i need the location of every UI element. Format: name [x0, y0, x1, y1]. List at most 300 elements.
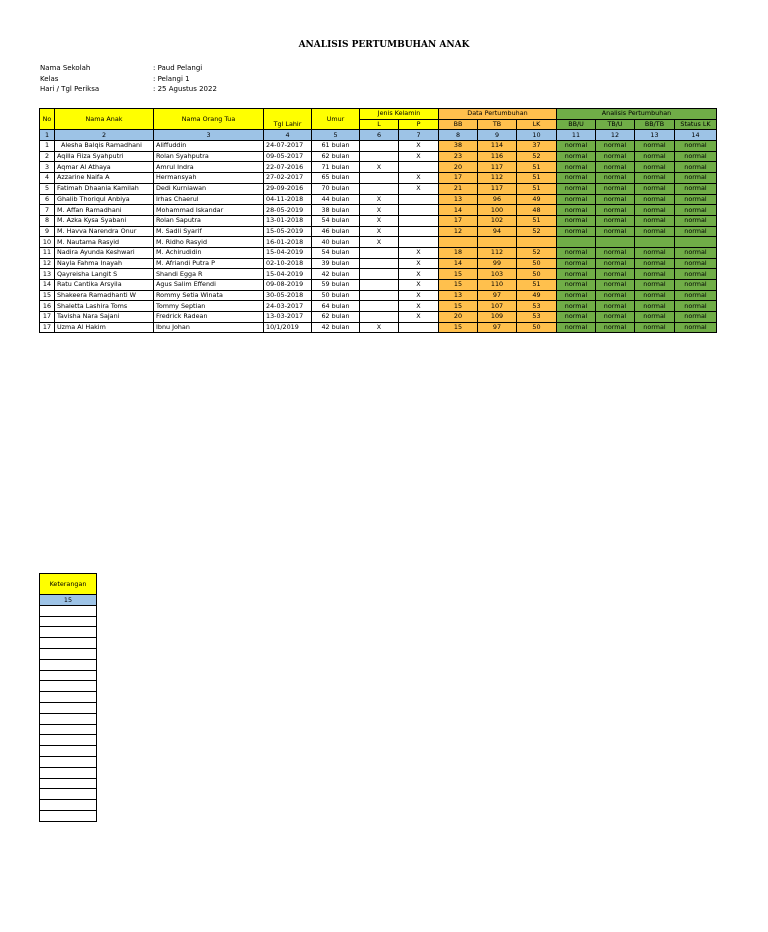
keterangan-blank-cell: [40, 767, 97, 778]
gender-l-cell: X: [360, 226, 399, 237]
header-nama-anak: Nama Anak: [55, 109, 154, 130]
keterangan-blank-row: [40, 746, 97, 757]
birth-date-cell: 09-08-2019: [264, 280, 312, 291]
gender-l-cell: [360, 290, 399, 301]
status-tbu-cell: normal: [596, 301, 635, 312]
parent-name-cell: Aliffuddin: [154, 141, 264, 152]
gender-p-cell: X: [399, 301, 439, 312]
status-bbu-cell: normal: [557, 247, 596, 258]
gender-p-cell: [399, 237, 439, 248]
status-bbu-cell: normal: [557, 173, 596, 184]
status-bbtb-cell: normal: [635, 226, 675, 237]
keterangan-blank-cell: [40, 681, 97, 692]
keterangan-blank-cell: [40, 692, 97, 703]
gender-p-cell: X: [399, 141, 439, 152]
keterangan-blank-row: [40, 659, 97, 670]
weight-bb-cell: [439, 237, 478, 248]
keterangan-blank-row: [40, 616, 97, 627]
height-tb-cell: 97: [478, 290, 517, 301]
gender-l-cell: [360, 269, 399, 280]
status-tbu-cell: normal: [596, 151, 635, 162]
status-bbu-cell: [557, 237, 596, 248]
keterangan-blank-cell: [40, 756, 97, 767]
table-row: [40, 280, 717, 291]
parent-name-cell: Fredrick Radean: [154, 312, 264, 323]
birth-date-cell: 27-02-2017: [264, 173, 312, 184]
keterangan-blank-cell: [40, 638, 97, 649]
gender-p-cell: [399, 205, 439, 216]
head-lk-cell: 52: [517, 226, 557, 237]
status-tbu-cell: [596, 237, 635, 248]
gender-l-cell: [360, 312, 399, 323]
status-bbu-cell: normal: [557, 269, 596, 280]
keterangan-blank-row: [40, 648, 97, 659]
weight-bb-cell: 13: [439, 194, 478, 205]
height-tb-cell: 99: [478, 258, 517, 269]
status-bbu-cell: normal: [557, 301, 596, 312]
status-lk-cell: normal: [675, 173, 717, 184]
height-tb-cell: 103: [478, 269, 517, 280]
status-lk-cell: normal: [675, 141, 717, 152]
gender-l-cell: [360, 183, 399, 194]
gender-p-cell: X: [399, 290, 439, 301]
age-cell: 54 bulan: [312, 215, 360, 226]
column-number-cell: 9: [478, 130, 517, 141]
table-row: [40, 141, 717, 152]
head-lk-cell: 50: [517, 322, 557, 333]
header-umur: Umur: [312, 109, 360, 130]
weight-bb-cell: 18: [439, 247, 478, 258]
child-name-cell: Ghalib Thoriqul Anbiya: [55, 194, 154, 205]
keterangan-blank-row: [40, 724, 97, 735]
parent-name-cell: M. Sadli Syarif: [154, 226, 264, 237]
status-lk-cell: normal: [675, 312, 717, 323]
height-tb-cell: 112: [478, 247, 517, 258]
column-number-cell: 4: [264, 130, 312, 141]
child-name-cell: Tavisha Nara Sajani: [55, 312, 154, 323]
info-label: Kelas: [40, 74, 59, 83]
height-tb-cell: [478, 237, 517, 248]
age-cell: 61 bulan: [312, 141, 360, 152]
keterangan-blank-cell: [40, 670, 97, 681]
table-row: [40, 194, 717, 205]
keterangan-label: Keterangan: [40, 574, 97, 595]
keterangan-blank-cell: [40, 702, 97, 713]
status-tbu-cell: normal: [596, 173, 635, 184]
age-cell: 39 bulan: [312, 258, 360, 269]
table-row: [40, 205, 717, 216]
column-number-cell: 1: [40, 130, 55, 141]
child-name-cell: Shaletta Lashira Toms: [55, 301, 154, 312]
weight-bb-cell: 14: [439, 258, 478, 269]
keterangan-blank-row: [40, 627, 97, 638]
status-lk-cell: normal: [675, 162, 717, 173]
head-lk-cell: 50: [517, 258, 557, 269]
keterangan-blank-cell: [40, 789, 97, 800]
birth-date-cell: 04-11-2018: [264, 194, 312, 205]
status-tbu-cell: normal: [596, 226, 635, 237]
weight-bb-cell: 23: [439, 151, 478, 162]
status-tbu-cell: normal: [596, 205, 635, 216]
birth-date-cell: 22-07-2016: [264, 162, 312, 173]
status-bbtb-cell: normal: [635, 247, 675, 258]
status-bbtb-cell: normal: [635, 183, 675, 194]
status-bbu-cell: normal: [557, 226, 596, 237]
weight-bb-cell: 13: [439, 290, 478, 301]
child-name-cell: Aqilla Fiiza Syahputri: [55, 151, 154, 162]
status-bbtb-cell: normal: [635, 269, 675, 280]
birth-date-cell: 02-10-2018: [264, 258, 312, 269]
height-tb-cell: 116: [478, 151, 517, 162]
status-bbu-cell: normal: [557, 280, 596, 291]
height-tb-cell: 97: [478, 322, 517, 333]
head-lk-cell: 52: [517, 247, 557, 258]
column-number-cell: 3: [154, 130, 264, 141]
gender-l-cell: X: [360, 205, 399, 216]
parent-name-cell: Hermansyah: [154, 173, 264, 184]
height-tb-cell: 110: [478, 280, 517, 291]
row-no-cell: 7: [40, 205, 55, 216]
status-lk-cell: normal: [675, 183, 717, 194]
status-tbu-cell: normal: [596, 312, 635, 323]
gender-l-cell: [360, 247, 399, 258]
row-no-cell: 9: [40, 226, 55, 237]
child-name-cell: Fatimah Dhaania Kamilah: [55, 183, 154, 194]
status-bbu-cell: normal: [557, 183, 596, 194]
keterangan-blank-cell: [40, 616, 97, 627]
column-number-cell: 13: [635, 130, 675, 141]
age-cell: 38 bulan: [312, 205, 360, 216]
head-lk-cell: 53: [517, 301, 557, 312]
parent-name-cell: Rolan Saputra: [154, 215, 264, 226]
weight-bb-cell: 20: [439, 162, 478, 173]
keterangan-table: [39, 573, 97, 822]
table-row: [40, 151, 717, 162]
table-row: [40, 312, 717, 323]
row-no-cell: 17: [40, 312, 55, 323]
head-lk-cell: 51: [517, 280, 557, 291]
status-lk-cell: [675, 237, 717, 248]
height-tb-cell: 117: [478, 183, 517, 194]
table-row: [40, 269, 717, 280]
age-cell: 44 bulan: [312, 194, 360, 205]
keterangan-blank-row: [40, 767, 97, 778]
table-row: [40, 226, 717, 237]
header-analisis: Analisis Pertumbuhan: [557, 109, 717, 120]
keterangan-header-row: [40, 574, 97, 595]
status-tbu-cell: normal: [596, 194, 635, 205]
gender-p-cell: X: [399, 269, 439, 280]
height-tb-cell: 102: [478, 215, 517, 226]
row-no-cell: 10: [40, 237, 55, 248]
gender-p-cell: X: [399, 312, 439, 323]
row-no-cell: 17: [40, 322, 55, 333]
column-number-cell: 6: [360, 130, 399, 141]
table-row: [40, 290, 717, 301]
gender-p-cell: X: [399, 173, 439, 184]
child-name-cell: Qayreisha Langit S: [55, 269, 154, 280]
keterangan-blank-row: [40, 670, 97, 681]
column-number-cell: 12: [596, 130, 635, 141]
weight-bb-cell: 12: [439, 226, 478, 237]
parent-name-cell: M. Ridho Rasyid: [154, 237, 264, 248]
gender-p-cell: X: [399, 258, 439, 269]
row-no-cell: 6: [40, 194, 55, 205]
height-tb-cell: 109: [478, 312, 517, 323]
birth-date-cell: 15-04-2019: [264, 247, 312, 258]
status-bbu-cell: normal: [557, 205, 596, 216]
status-bbu-cell: normal: [557, 312, 596, 323]
header-bb: BB: [439, 119, 478, 130]
age-cell: 71 bulan: [312, 162, 360, 173]
child-name-cell: Ratu Cantika Arsyila: [55, 280, 154, 291]
header-tb: TB: [478, 119, 517, 130]
head-lk-cell: 51: [517, 162, 557, 173]
keterangan-blank-cell: [40, 648, 97, 659]
head-lk-cell: 48: [517, 205, 557, 216]
child-name-cell: Alesha Balqis Ramadhani: [55, 141, 154, 152]
keterangan-blank-cell: [40, 746, 97, 757]
gender-l-cell: [360, 141, 399, 152]
parent-name-cell: M. Afriandi Putra P: [154, 258, 264, 269]
parent-name-cell: Dedi Kurniawan: [154, 183, 264, 194]
status-lk-cell: normal: [675, 226, 717, 237]
keterangan-blank-row: [40, 638, 97, 649]
head-lk-cell: 49: [517, 290, 557, 301]
head-lk-cell: 52: [517, 151, 557, 162]
age-cell: 65 bulan: [312, 173, 360, 184]
parent-name-cell: M. Achirudidin: [154, 247, 264, 258]
age-cell: 46 bulan: [312, 226, 360, 237]
header-bbu: BB/U: [557, 119, 596, 130]
parent-name-cell: Shandi Egga R: [154, 269, 264, 280]
child-name-cell: Nadira Ayunda Keshwari: [55, 247, 154, 258]
weight-bb-cell: 14: [439, 205, 478, 216]
gender-l-cell: [360, 301, 399, 312]
table-row: [40, 237, 717, 248]
age-cell: 62 bulan: [312, 312, 360, 323]
table-row: [40, 215, 717, 226]
status-tbu-cell: normal: [596, 269, 635, 280]
child-name-cell: M. Havva Narendra Onur: [55, 226, 154, 237]
gender-l-cell: X: [360, 215, 399, 226]
height-tb-cell: 107: [478, 301, 517, 312]
parent-name-cell: Rolan Syahputra: [154, 151, 264, 162]
keterangan-blank-cell: [40, 713, 97, 724]
head-lk-cell: 37: [517, 141, 557, 152]
age-cell: 62 bulan: [312, 151, 360, 162]
status-tbu-cell: normal: [596, 280, 635, 291]
info-value: : 25 Agustus 2022: [153, 85, 217, 93]
status-lk-cell: normal: [675, 280, 717, 291]
status-lk-cell: normal: [675, 269, 717, 280]
age-cell: 54 bulan: [312, 247, 360, 258]
birth-date-cell: 10/1/2019: [264, 322, 312, 333]
status-bbtb-cell: normal: [635, 141, 675, 152]
gender-l-cell: [360, 151, 399, 162]
status-tbu-cell: normal: [596, 258, 635, 269]
header-status-lk: Status LK: [675, 119, 717, 130]
info-value: : Pelangi 1: [153, 74, 190, 83]
weight-bb-cell: 38: [439, 141, 478, 152]
head-lk-cell: 51: [517, 183, 557, 194]
status-bbtb-cell: normal: [635, 215, 675, 226]
weight-bb-cell: 17: [439, 215, 478, 226]
column-number-cell: 7: [399, 130, 439, 141]
weight-bb-cell: 15: [439, 280, 478, 291]
table-row: [40, 301, 717, 312]
birth-date-cell: 30-05-2018: [264, 290, 312, 301]
status-bbtb-cell: normal: [635, 258, 675, 269]
birth-date-cell: 16-01-2018: [264, 237, 312, 248]
age-cell: 50 bulan: [312, 290, 360, 301]
keterangan-value: 15: [40, 595, 97, 606]
column-number-cell: 11: [557, 130, 596, 141]
gender-p-cell: X: [399, 183, 439, 194]
status-bbu-cell: normal: [557, 322, 596, 333]
header-p: P: [399, 119, 439, 130]
row-no-cell: 1: [40, 141, 55, 152]
status-bbu-cell: normal: [557, 151, 596, 162]
status-lk-cell: normal: [675, 205, 717, 216]
column-number-cell: 2: [55, 130, 154, 141]
head-lk-cell: 49: [517, 194, 557, 205]
child-name-cell: Aqmar Al Athaya: [55, 162, 154, 173]
status-bbu-cell: normal: [557, 194, 596, 205]
row-no-cell: 2: [40, 151, 55, 162]
status-bbtb-cell: normal: [635, 290, 675, 301]
row-no-cell: 13: [40, 269, 55, 280]
parent-name-cell: Ibnu Johan: [154, 322, 264, 333]
header-tbu: TB/U: [596, 119, 635, 130]
birth-date-cell: 24-07-2017: [264, 141, 312, 152]
child-name-cell: M. Affan Ramadhani: [55, 205, 154, 216]
status-lk-cell: normal: [675, 194, 717, 205]
status-lk-cell: normal: [675, 258, 717, 269]
page-title: ANALISIS PERTUMBUHAN ANAK: [298, 40, 470, 50]
keterangan-blank-cell: [40, 800, 97, 811]
gender-l-cell: [360, 280, 399, 291]
height-tb-cell: 100: [478, 205, 517, 216]
birth-date-cell: 13-01-2018: [264, 215, 312, 226]
birth-date-cell: 24-03-2017: [264, 301, 312, 312]
status-tbu-cell: normal: [596, 322, 635, 333]
keterangan-blank-cell: [40, 778, 97, 789]
row-no-cell: 15: [40, 290, 55, 301]
age-cell: 64 bulan: [312, 301, 360, 312]
column-number-cell: 8: [439, 130, 478, 141]
birth-date-cell: 29-09-2016: [264, 183, 312, 194]
status-tbu-cell: normal: [596, 141, 635, 152]
child-name-cell: Azzarine Naifa A: [55, 173, 154, 184]
status-bbtb-cell: normal: [635, 173, 675, 184]
gender-p-cell: X: [399, 247, 439, 258]
table-row: [40, 183, 717, 194]
keterangan-blank-row: [40, 605, 97, 616]
status-lk-cell: normal: [675, 247, 717, 258]
birth-date-cell: 09-05-2017: [264, 151, 312, 162]
info-label: Nama Sekolah: [40, 64, 91, 72]
status-bbtb-cell: normal: [635, 322, 675, 333]
head-lk-cell: 50: [517, 269, 557, 280]
row-no-cell: 5: [40, 183, 55, 194]
table-row: [40, 322, 717, 333]
age-cell: 42 bulan: [312, 269, 360, 280]
gender-l-cell: X: [360, 194, 399, 205]
table-row: [40, 258, 717, 269]
gender-p-cell: [399, 322, 439, 333]
child-name-cell: Shakeera Ramadhanti W: [55, 290, 154, 301]
child-name-cell: M. Azka Kysa Syabani: [55, 215, 154, 226]
row-no-cell: 16: [40, 301, 55, 312]
keterangan-blank-cell: [40, 810, 97, 821]
age-cell: 40 bulan: [312, 237, 360, 248]
gender-l-cell: X: [360, 237, 399, 248]
age-cell: 42 bulan: [312, 322, 360, 333]
table-body: [40, 141, 717, 333]
column-number-cell: 10: [517, 130, 557, 141]
keterangan-blank-row: [40, 735, 97, 746]
gender-p-cell: X: [399, 151, 439, 162]
child-name-cell: Nayla Fahma Inayah: [55, 258, 154, 269]
status-bbu-cell: normal: [557, 215, 596, 226]
birth-date-cell: 28-05-2019: [264, 205, 312, 216]
header-nama-ortu: Nama Orang Tua: [154, 109, 264, 130]
status-bbtb-cell: normal: [635, 162, 675, 173]
keterangan-blank-row: [40, 810, 97, 821]
parent-name-cell: Amrul Indra: [154, 162, 264, 173]
info-row: [40, 84, 217, 95]
keterangan-blank-cell: [40, 605, 97, 616]
parent-name-cell: Agus Salim Effendi: [154, 280, 264, 291]
keterangan-blank-row: [40, 778, 97, 789]
status-lk-cell: normal: [675, 151, 717, 162]
age-cell: 59 bulan: [312, 280, 360, 291]
keterangan-blank-row: [40, 681, 97, 692]
keterangan-blank-cell: [40, 724, 97, 735]
parent-name-cell: Irhas Chaerul: [154, 194, 264, 205]
status-lk-cell: normal: [675, 290, 717, 301]
keterangan-blank-row: [40, 789, 97, 800]
row-no-cell: 3: [40, 162, 55, 173]
status-bbtb-cell: normal: [635, 151, 675, 162]
keterangan-blank-row: [40, 692, 97, 703]
weight-bb-cell: 15: [439, 269, 478, 280]
status-bbtb-cell: normal: [635, 194, 675, 205]
birth-date-cell: 15-05-2019: [264, 226, 312, 237]
row-no-cell: 11: [40, 247, 55, 258]
keterangan-value-row: [40, 595, 97, 606]
weight-bb-cell: 15: [439, 322, 478, 333]
status-lk-cell: normal: [675, 322, 717, 333]
gender-p-cell: [399, 226, 439, 237]
birth-date-cell: 13-03-2017: [264, 312, 312, 323]
gender-l-cell: [360, 173, 399, 184]
status-bbtb-cell: [635, 237, 675, 248]
gender-p-cell: X: [399, 280, 439, 291]
gender-p-cell: [399, 215, 439, 226]
keterangan-blank-row: [40, 756, 97, 767]
header-data-pertumbuhan: Data Pertumbuhan: [439, 109, 557, 120]
table-row: [40, 173, 717, 184]
status-bbtb-cell: normal: [635, 301, 675, 312]
info-row: [40, 74, 217, 85]
header-bbtb: BB/TB: [635, 119, 675, 130]
column-number-row: [40, 130, 717, 141]
table-row: [40, 162, 717, 173]
keterangan-blank-cell: [40, 659, 97, 670]
gender-p-cell: [399, 194, 439, 205]
